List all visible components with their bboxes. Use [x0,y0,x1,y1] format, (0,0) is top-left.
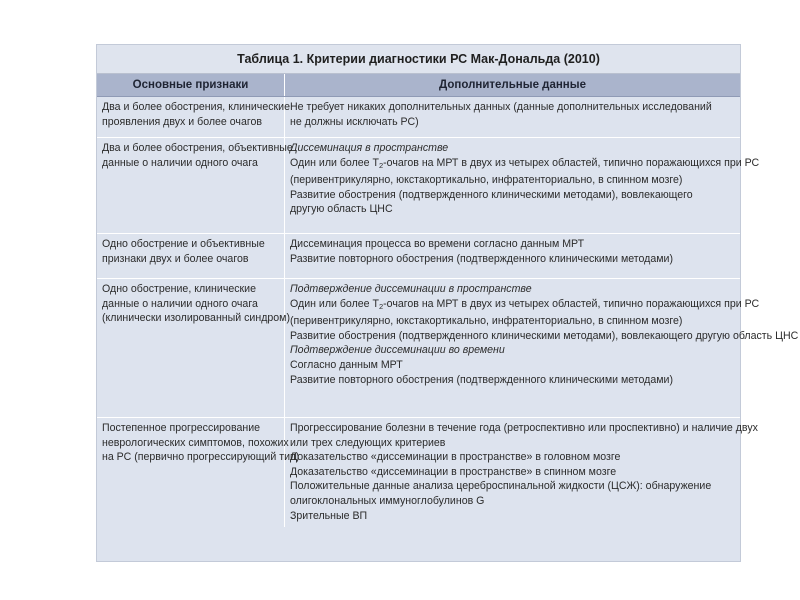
cell-line: Одно обострение, клинические [102,283,256,295]
row-5-additional-data [285,418,762,527]
row-1-additional-data [285,97,740,137]
cell-line: Согласно данным МРТ [290,358,403,371]
cell-line [290,156,759,174]
cell-line: Диссеминация процесса во времени согласно данным МРТ [290,238,585,250]
text-fragment: Один или более T [290,297,379,310]
row-3-additional-data [285,234,740,278]
table-title: Таблица 1. Критерии диагностики РС Мак-Дональда (2010) [97,45,740,74]
header-additional-data: Дополнительные данные [439,79,586,91]
cell-line: данные о наличии одного очага [102,156,258,169]
row-4-main-signs [97,279,290,417]
subscript: 2 [378,160,384,170]
cell-line: Постепенное прогрессирование [102,422,261,434]
cell-line: Доказательство «диссеминации в пространстве» в головном мозге [290,451,621,464]
table-row [97,418,758,527]
cell-line: неврологических симптомов, похожих [102,436,289,449]
cell-line: Зрительные ВП [290,509,368,522]
cell-subheading: Подтверждение диссеминации в пространстве [290,283,532,295]
cell-line: Положительные данные анализа цереброспинальной жидкости (ЦСЖ): обнаружение [290,480,712,493]
subscript: 2 [378,301,384,311]
row-5-main-signs [97,418,300,527]
cell-line: не должны исключать РС) [290,115,419,128]
text-fragment: -очагов на МРТ в двух из четырех областей, типично поражающихся при РС [383,297,760,310]
cell-line: олигоклональных иммуноглобулинов G [290,494,485,507]
cell-line: (перивентрикулярно, юкстакортикально, инфратенториально, в спинном мозге) [290,174,683,187]
table-row [97,138,760,234]
criteria-table [96,44,799,562]
cell-line: Доказательство «диссеминации в пространстве» в спинном мозге [290,465,617,478]
cell-line: Развитие обострения (подтвержденного клиническими методами), вовлекающего другую область ЦНС [290,329,799,342]
cell-line: Развитие повторного обострения (подтвержденного клиническими методами) [290,252,673,265]
cell-line: Не требует никаких дополнительных данных (данные дополнительных исследований [290,101,712,113]
cell-line: Одно обострение и объективные [102,238,265,250]
cell-line: (перивентрикулярно, юкстакортикально, инфратенториально, в спинном мозге) [290,315,683,328]
cell-line: Два и более обострения, объективные [102,142,293,154]
table-row [97,97,740,138]
cell-line: признаки двух и более очагов [102,252,249,265]
cell-line: другую область ЦНС [290,203,393,216]
cell-subheading: Подтверждение диссеминации во времени [290,344,505,357]
cell-line [290,297,798,315]
cell-line: проявления двух и более очагов [102,115,262,128]
text-fragment: Один или более T [290,156,379,169]
row-2-additional-data [285,138,763,233]
table-row [97,279,799,418]
cell-subheading: Диссеминация в пространстве [290,142,449,154]
cell-line: Прогрессирование болезни в течение года (ретроспективно или проспективно) и наличие двух [290,422,758,434]
header-main-signs: Основные признаки [97,74,285,96]
cell-line: (клинически изолированный синдром) [102,312,290,325]
table-header-row [97,74,740,97]
table-row [97,234,740,279]
cell-line: или трех следующих критериев [290,436,446,449]
text-fragment: -очагов на МРТ в двух из четырех областей, типично поражающихся при РС [383,156,760,169]
cell-line: Развитие повторного обострения (подтвержденного клиническими методами) [290,373,673,386]
row-3-main-signs [97,234,285,278]
row-2-main-signs [97,138,293,233]
cell-line: Развитие обострения (подтвержденного клиническими методами), вовлекающего [290,188,693,201]
row-1-main-signs [97,97,290,137]
cell-line: данные о наличии одного очага [102,297,258,310]
cell-line: Два и более обострения, клинические [102,101,290,113]
cell-line: на РС (первично прогрессирующий тип) [102,451,300,464]
row-4-additional-data [285,279,800,417]
